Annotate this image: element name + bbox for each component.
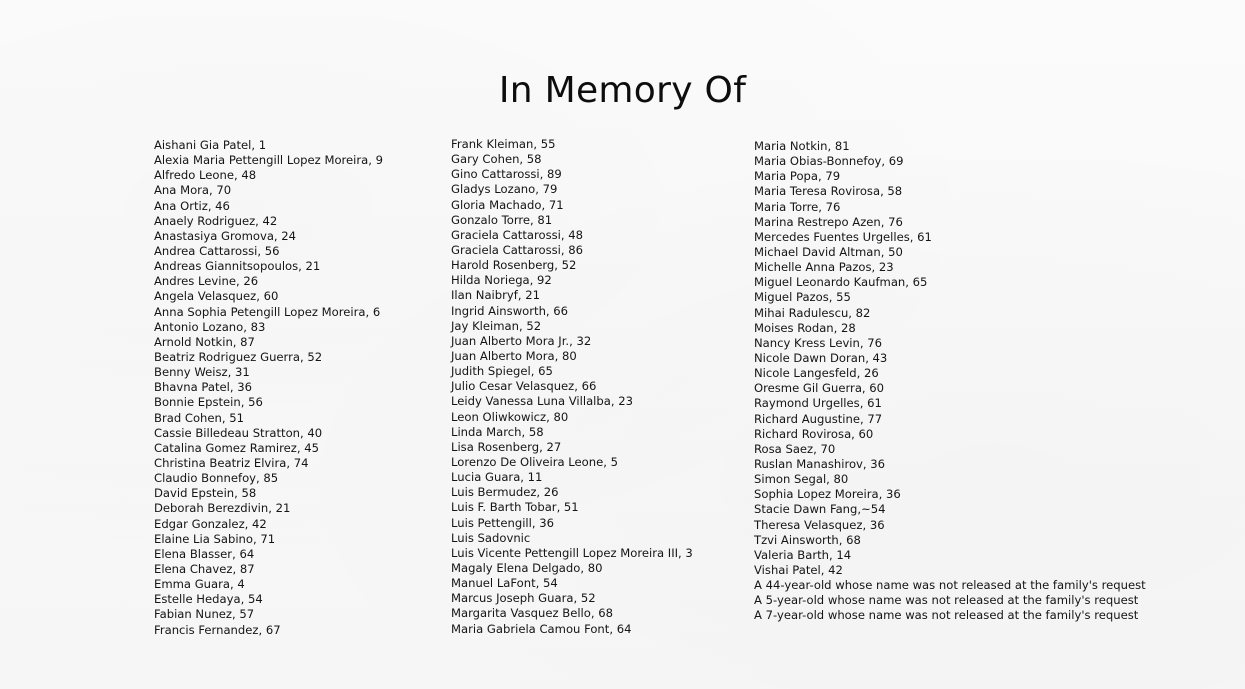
memorial-name-entry: Claudio Bonnefoy, 85 — [154, 471, 279, 486]
memorial-name-entry: Tzvi Ainsworth, 68 — [754, 532, 861, 547]
memorial-name-entry: Judith Spiegel, 65 — [451, 364, 553, 379]
memorial-name-entry: Graciela Cattarossi, 86 — [451, 242, 584, 257]
memorial-name-entry: Elena Chavez, 87 — [154, 561, 255, 576]
memorial-name-entry: Richard Augustine, 77 — [754, 411, 883, 426]
memorial-name-entry: Michael David Altman, 50 — [754, 244, 903, 259]
memorial-name-entry: Benny Weisz, 31 — [154, 365, 250, 380]
memorial-name-entry: Antonio Lozano, 83 — [154, 319, 266, 334]
memorial-name-entry: Estelle Hedaya, 54 — [154, 592, 263, 607]
memorial-name-entry: Elaine Lia Sabino, 71 — [154, 531, 276, 546]
memorial-name-entry: Miguel Pazos, 55 — [754, 290, 851, 305]
memorial-name-entry: Francis Fernandez, 67 — [154, 622, 281, 637]
memorial-name-entry: Luis Bermudez, 26 — [451, 485, 559, 500]
memorial-name-entry: Hilda Noriega, 92 — [451, 273, 552, 288]
memorial-name-entry: Marina Restrepo Azen, 76 — [754, 214, 903, 229]
page-title: In Memory Of — [498, 70, 747, 111]
memorial-name-entry: Valeria Barth, 14 — [754, 547, 852, 562]
memorial-name-entry: Leidy Vanessa Luna Villalba, 23 — [451, 394, 633, 409]
memorial-name-entry: Ana Mora, 70 — [154, 183, 232, 198]
memorial-name-entry: Michelle Anna Pazos, 23 — [754, 260, 894, 275]
memorial-name-entry: Gladys Lozano, 79 — [451, 182, 558, 197]
memorial-name-entry: Maria Teresa Rovirosa, 58 — [754, 184, 903, 199]
memorial-name-entry: Juan Alberto Mora Jr., 32 — [451, 333, 592, 348]
memorial-name-entry: Miguel Leonardo Kaufman, 65 — [754, 275, 928, 290]
memorial-name-entry: Ruslan Manashirov, 36 — [754, 456, 886, 471]
memorial-name-entry: Luis Vicente Pettengill Lopez Moreira III, 3 — [451, 545, 693, 560]
memorial-name-entry: Leon Oliwkowicz, 80 — [451, 409, 569, 424]
memorial-name-entry: Magaly Elena Delgado, 80 — [451, 560, 603, 575]
memorial-name-entry: Richard Rovirosa, 60 — [754, 426, 874, 441]
memorial-name-entry: Catalina Gomez Ramirez, 45 — [154, 440, 319, 455]
memorial-name-entry: Nicole Dawn Doran, 43 — [754, 350, 888, 365]
memorial-name-entry: Maria Popa, 79 — [754, 169, 841, 184]
memorial-name-entry: Oresme Gil Guerra, 60 — [754, 381, 885, 396]
memorial-name-entry: Gloria Machado, 71 — [451, 197, 564, 212]
memorial-name-entry: Anastasiya Gromova, 24 — [154, 228, 297, 243]
memorial-name-entry: Luis Sadovnic — [451, 530, 531, 545]
memorial-name-entry: Andreas Giannitsopoulos, 21 — [154, 259, 321, 274]
memorial-name-entry: Maria Torre, 76 — [754, 199, 841, 214]
memorial-name-entry: Aishani Gia Patel, 1 — [154, 138, 267, 152]
memorial-name-entry: Maria Notkin, 81 — [754, 139, 850, 153]
memorial-name-entry: Deborah Berezdivin, 21 — [154, 501, 291, 516]
memorial-name-entry: Marcus Joseph Guara, 52 — [451, 591, 596, 606]
memorial-name-entry: Beatriz Rodriguez Guerra, 52 — [154, 349, 323, 364]
memorial-name-entry: Ana Ortiz, 46 — [154, 198, 230, 213]
memorial-name-entry: Mihai Radulescu, 82 — [754, 305, 871, 320]
memorial-name-entry: Elena Blasser, 64 — [154, 546, 255, 561]
memorial-name-entry: Fabian Nunez, 57 — [154, 607, 255, 622]
memorial-name-entry: Alfredo Leone, 48 — [154, 168, 257, 183]
memorial-name-entry: Anna Sophia Petengill Lopez Moreira, 6 — [154, 304, 381, 319]
names-column-3 — [754, 139, 1146, 624]
memorial-name-entry: Ingrid Ainsworth, 66 — [451, 303, 569, 318]
names-column-1 — [154, 138, 383, 638]
memorial-name-entry: A 5-year-old whose name was not released at the family's request — [754, 593, 1139, 608]
memorial-name-entry: Luis F. Barth Tobar, 51 — [451, 500, 579, 515]
memorial-name-entry: Bhavna Patel, 36 — [154, 380, 253, 395]
memorial-name-entry: Moises Rodan, 28 — [754, 320, 856, 335]
memorial-name-entry: Juan Alberto Mora, 80 — [451, 348, 577, 363]
memorial-name-entry: Nancy Kress Levin, 76 — [754, 335, 883, 350]
memorial-name-entry: Ilan Naibryf, 21 — [451, 288, 540, 303]
memorial-name-entry: Andres Levine, 26 — [154, 274, 259, 289]
memorial-name-entry: Gino Cattarossi, 89 — [451, 167, 562, 182]
memorial-name-entry: A 7-year-old whose name was not released at the family's request — [754, 608, 1139, 623]
memorial-name-entry: A 44-year-old whose name was not released at the family's request — [754, 578, 1146, 593]
memorial-name-entry: Nicole Langesfeld, 26 — [754, 366, 879, 381]
memorial-name-entry: Edgar Gonzalez, 42 — [154, 516, 267, 531]
memorial-name-entry: Christina Beatriz Elvira, 74 — [154, 455, 309, 470]
memorial-name-entry: Bonnie Epstein, 56 — [154, 395, 263, 410]
memorial-name-entry: Lucia Guara, 11 — [451, 470, 543, 485]
memorial-name-entry: Jay Kleiman, 52 — [451, 318, 542, 333]
memorial-name-entry: Cassie Billedeau Stratton, 40 — [154, 425, 323, 440]
memorial-name-entry: Gonzalo Torre, 81 — [451, 212, 553, 227]
memorial-name-entry: Raymond Urgelles, 61 — [754, 396, 882, 411]
memorial-name-entry: Maria Gabriela Camou Font, 64 — [451, 621, 632, 636]
memorial-name-entry: Gary Cohen, 58 — [451, 152, 542, 167]
memorial-name-entry: Mercedes Fuentes Urgelles, 61 — [754, 229, 932, 244]
memorial-name-entry: Lorenzo De Oliveira Leone, 5 — [451, 454, 618, 469]
memorial-name-entry: Emma Guara, 4 — [154, 577, 245, 592]
memorial-name-entry: Harold Rosenberg, 52 — [451, 258, 577, 273]
memorial-name-entry: Simon Segal, 80 — [754, 472, 849, 487]
memorial-name-entry: Maria Obias-Bonnefoy, 69 — [754, 154, 904, 169]
memorial-name-entry: Luis Pettengill, 36 — [451, 515, 554, 530]
memorial-name-entry: Julio Cesar Velasquez, 66 — [451, 379, 597, 394]
memorial-name-entry: Frank Kleiman, 55 — [451, 137, 556, 151]
memorial-name-entry: Anaely Rodriguez, 42 — [154, 213, 278, 228]
memorial-name-entry: Rosa Saez, 70 — [754, 441, 836, 456]
memorial-name-entry: Manuel LaFont, 54 — [451, 576, 558, 591]
memorial-name-entry: Linda March, 58 — [451, 424, 544, 439]
memorial-name-entry: Andrea Cattarossi, 56 — [154, 243, 280, 258]
memorial-name-entry: Lisa Rosenberg, 27 — [451, 439, 562, 454]
memorial-name-entry: Angela Velasquez, 60 — [154, 289, 279, 304]
memorial-name-entry: Alexia Maria Pettengill Lopez Moreira, 9 — [154, 153, 384, 168]
names-column-2 — [451, 137, 693, 637]
memorial-name-entry: Brad Cohen, 51 — [154, 410, 245, 425]
memorial-name-entry: Arnold Notkin, 87 — [154, 334, 255, 349]
memorial-name-entry: Stacie Dawn Fang,~54 — [754, 502, 886, 517]
memorial-name-entry: Vishai Patel, 42 — [754, 562, 843, 577]
memorial-name-entry: Margarita Vasquez Bello, 68 — [451, 606, 613, 621]
memorial-name-entry: Sophia Lopez Moreira, 36 — [754, 487, 901, 502]
memorial-name-entry: David Epstein, 58 — [154, 486, 257, 501]
memorial-name-entry: Theresa Velasquez, 36 — [754, 517, 885, 532]
memorial-name-entry: Graciela Cattarossi, 48 — [451, 227, 584, 242]
